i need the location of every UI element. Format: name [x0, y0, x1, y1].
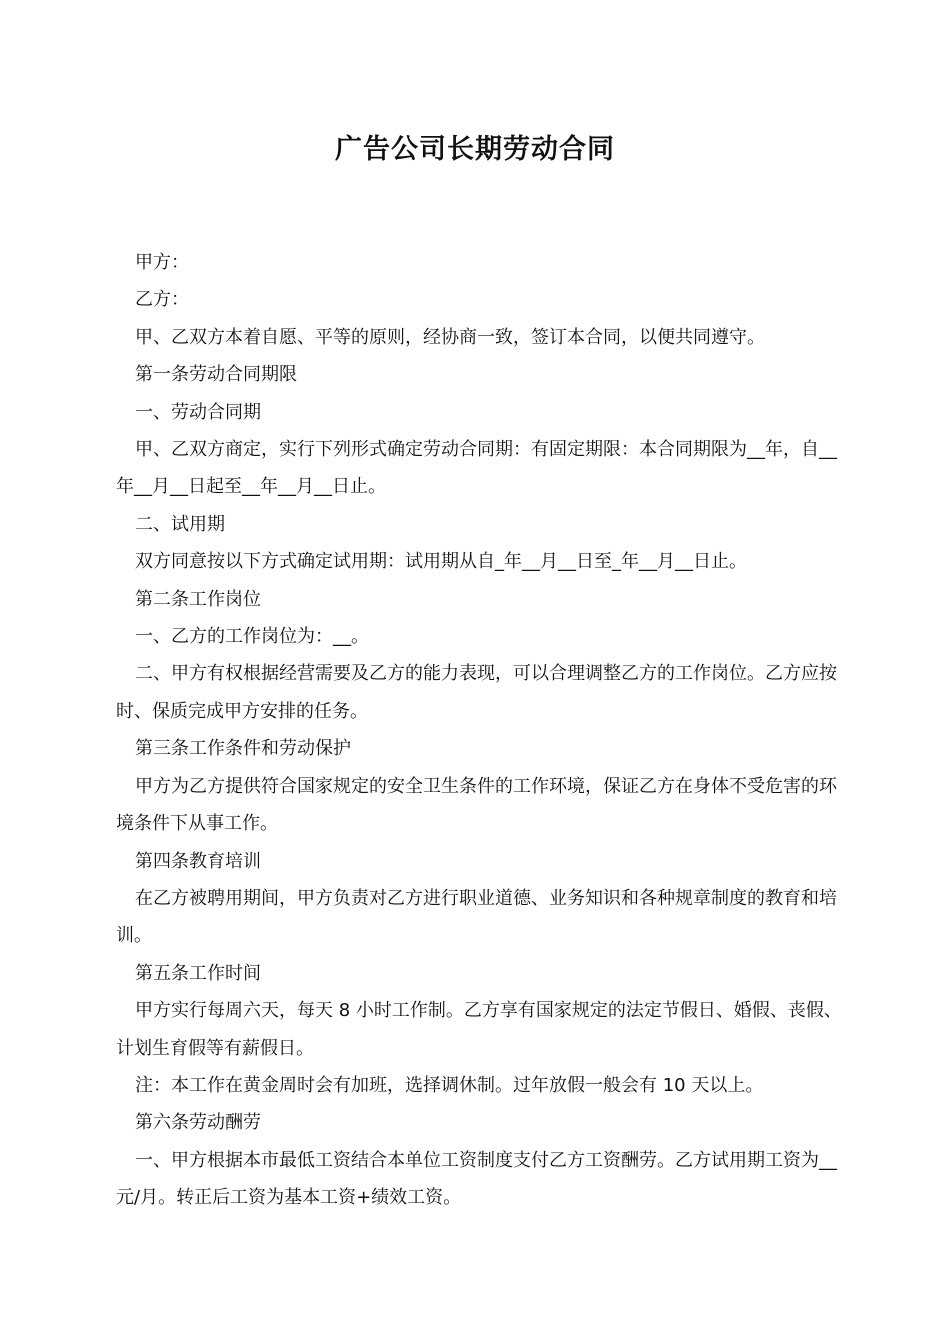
article-1-heading: 第一条劳动合同期限 [135, 364, 297, 386]
article-4-heading: 第四条教育培训 [135, 850, 261, 872]
party-a-line: 甲方： [135, 252, 189, 273]
work-hours-paragraph: 甲方实行每周六天，每天 8 小时工作制。乙方享有国家规定的法定节假日、婚假、丧假、计划生育假等有薪假日。 [116, 1000, 842, 1059]
position-adjust-paragraph: 二、甲方有权根据经营需要及乙方的能力表现，可以合理调整乙方的工作岗位。乙方应按时、保质完成甲方安排的任务。 [116, 663, 837, 722]
section-heading: 二、试用期 [135, 513, 225, 535]
party-b-line: 乙方： [135, 289, 189, 311]
page-title: 广告公司长期劳动合同 [335, 134, 615, 165]
note-paragraph: 注：本工作在黄金周时会有加班，选择调休制。过年放假一般会有 10 天以上。 [135, 1074, 764, 1096]
article-5-heading: 第五条工作时间 [135, 962, 261, 984]
document-body [116, 244, 844, 1217]
salary-paragraph: 一、甲方根据本市最低工资结合本单位工资制度支付乙方工资酬劳。乙方试用期工资为__元/月。转正后工资为基本工资+绩效工资。 [116, 1149, 837, 1209]
article-3-heading: 第三条工作条件和劳动保护 [135, 738, 351, 760]
contract-term-paragraph: 甲、乙双方商定，实行下列形式确定劳动合同期：有固定期限：本合同期限为__年，自__年__月__日起至__年__月__日止。 [116, 439, 837, 498]
article-2-heading: 第二条工作岗位 [135, 588, 261, 610]
training-paragraph: 在乙方被聘用期间，甲方负责对乙方进行职业道德、业务知识和各种规章制度的教育和培训。 [116, 887, 837, 947]
work-conditions-paragraph: 甲方为乙方提供符合国家规定的安全卫生条件的工作环境，保证乙方在身体不受危害的环境条件下从事工作。 [116, 775, 837, 835]
article-6-heading: 第六条劳动酬劳 [135, 1112, 261, 1134]
section-heading: 一、劳动合同期 [135, 401, 261, 423]
preamble-paragraph: 甲、乙双方本着自愿、平等的原则，经协商一致，签订本合同，以便共同遵守。 [135, 326, 765, 348]
probation-paragraph: 双方同意按以下方式确定试用期：试用期从自_年__月__日至_年__月__日止。 [135, 551, 747, 573]
position-paragraph: 一、乙方的工作岗位为：__。 [135, 626, 369, 648]
